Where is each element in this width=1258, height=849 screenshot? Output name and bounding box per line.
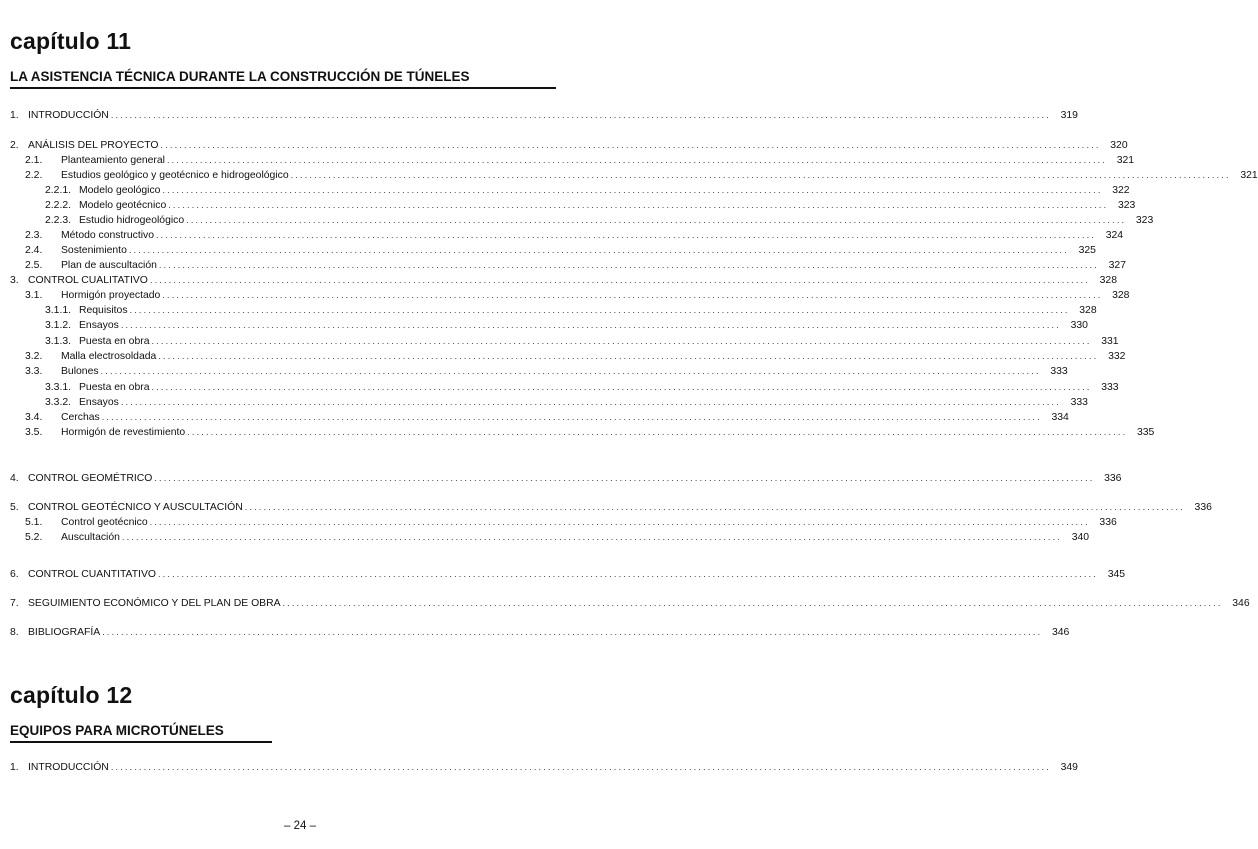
toc-entry-number: 8. bbox=[10, 627, 19, 638]
toc-entry bbox=[25, 410, 1069, 424]
toc-entry bbox=[45, 318, 1088, 332]
toc-entry-page: 321 bbox=[1116, 155, 1135, 166]
toc-entry-number: 3.4. bbox=[25, 412, 43, 423]
toc-entry-number: 5. bbox=[10, 502, 19, 513]
toc-entry-number: 3.1.3. bbox=[45, 336, 71, 347]
dot-leader: ........................................................................................................................................................................................................ bbox=[158, 260, 1099, 270]
toc-entry-number: 5.2. bbox=[25, 532, 43, 543]
toc-entry-number: 3.5. bbox=[25, 427, 43, 438]
toc-entry-page: 336 bbox=[1099, 517, 1117, 528]
toc-entry bbox=[10, 500, 1212, 514]
toc-entry-page: 324 bbox=[1105, 230, 1124, 241]
toc-entry bbox=[25, 228, 1124, 242]
toc-entry-page: 345 bbox=[1107, 569, 1126, 580]
dot-leader: ........................................................................................................................................................................................................ bbox=[149, 517, 1090, 527]
dot-leader: ........................................................................................................................................................................................................ bbox=[151, 382, 1092, 392]
toc-entry-page: 320 bbox=[1110, 140, 1128, 151]
toc-entry-page: 331 bbox=[1101, 336, 1119, 347]
toc-entry-number: 2. bbox=[10, 140, 19, 151]
toc-entry-number: 3.1.1. bbox=[45, 305, 71, 316]
toc-entry-page: 327 bbox=[1108, 260, 1126, 271]
toc-entry-title: CONTROL GEOTÉCNICO Y AUSCULTACIÓN bbox=[28, 502, 243, 513]
toc-entry-page: 319 bbox=[1060, 110, 1078, 121]
dot-leader: ........................................................................................................................................................................................................ bbox=[290, 170, 1231, 180]
toc-entry-page: 332 bbox=[1108, 351, 1126, 362]
toc-entry-title: Control geotécnico bbox=[61, 517, 148, 528]
toc-entry bbox=[10, 625, 1070, 639]
toc-entry-title: Puesta en obra bbox=[79, 336, 150, 347]
toc-entry bbox=[10, 567, 1126, 581]
toc-entry-number: 3.2. bbox=[25, 351, 43, 362]
toc-entry-title: CONTROL GEOMÉTRICO bbox=[28, 473, 153, 484]
toc-entry-number: 3.3.2. bbox=[45, 397, 71, 408]
toc-entry-title: Modelo geotécnico bbox=[79, 200, 167, 211]
toc-entry-title: INTRODUCCIÓN bbox=[28, 110, 109, 121]
dot-leader: ........................................................................................................................................................................................................ bbox=[102, 627, 1043, 637]
dot-leader: ........................................................................................................................................................................................................ bbox=[166, 155, 1108, 165]
toc-entry-number: 2.4. bbox=[25, 245, 43, 256]
dot-leader: ........................................................................................................................................................................................................ bbox=[282, 598, 1223, 608]
toc-entry-title: Plan de auscultación bbox=[61, 260, 157, 271]
toc-entry-title: Planteamiento general bbox=[61, 155, 165, 166]
toc-entry bbox=[10, 273, 1117, 287]
dot-leader: ........................................................................................................................................................................................................ bbox=[186, 215, 1127, 225]
toc-entry bbox=[10, 471, 1122, 485]
toc-entry-page: 323 bbox=[1118, 200, 1136, 211]
toc-entry bbox=[10, 760, 1078, 774]
toc-entry bbox=[10, 138, 1128, 152]
toc-entry-number: 6. bbox=[10, 569, 19, 580]
toc-entry bbox=[25, 364, 1068, 378]
toc-entry bbox=[45, 303, 1097, 317]
toc-entry-number: 2.2.1. bbox=[45, 185, 71, 196]
toc-entry-number: 3.1. bbox=[25, 290, 43, 301]
toc-entry-title: Hormigón de revestimiento bbox=[61, 427, 186, 438]
dot-leader: ........................................................................................................................................................................................................ bbox=[128, 245, 1069, 255]
toc-entry-title: CONTROL CUALITATIVO bbox=[28, 275, 148, 286]
toc-entry-title: INTRODUCCIÓN bbox=[28, 762, 109, 773]
toc-entry-page: 321 bbox=[1240, 170, 1258, 181]
toc-entry-page: 322 bbox=[1112, 185, 1130, 196]
toc-entry bbox=[25, 153, 1135, 167]
toc-entry-page: 323 bbox=[1135, 215, 1154, 226]
chapter-12-title: capítulo 12 bbox=[10, 682, 133, 708]
dot-leader: ........................................................................................................................................................................................................ bbox=[101, 412, 1042, 422]
toc-entry-title: ANÁLISIS DEL PROYECTO bbox=[28, 140, 159, 151]
toc-entry-page: 346 bbox=[1232, 598, 1250, 609]
toc-entry-page: 328 bbox=[1079, 305, 1097, 316]
toc-entry-number: 7. bbox=[10, 598, 19, 609]
toc-entry-title: Requisitos bbox=[79, 305, 128, 316]
chapter-12-subtitle: EQUIPOS PARA MICROTÚNELES bbox=[10, 723, 272, 743]
dot-leader: ........................................................................................................................................................................................................ bbox=[244, 502, 1185, 512]
toc-entry-title: Cerchas bbox=[61, 412, 100, 423]
toc-entry-title: Ensayos bbox=[79, 320, 119, 331]
toc-entry bbox=[45, 213, 1154, 227]
toc-entry-title: Sostenimiento bbox=[61, 245, 127, 256]
toc-entry bbox=[10, 108, 1078, 122]
dot-leader: ........................................................................................................................................................................................................ bbox=[110, 110, 1051, 120]
toc-entry-title: Auscultación bbox=[61, 532, 120, 543]
toc-entry-page: 336 bbox=[1194, 502, 1212, 513]
toc-entry bbox=[25, 168, 1258, 182]
toc-entry-title: Puesta en obra bbox=[79, 382, 150, 393]
dot-leader: ........................................................................................................................................................................................................ bbox=[120, 397, 1061, 407]
toc-entry-number: 1. bbox=[10, 762, 19, 773]
toc-entry-title: Hormigón proyectado bbox=[61, 290, 161, 301]
toc-entry-page: 333 bbox=[1050, 366, 1068, 377]
toc-entry-title: Malla electrosoldada bbox=[61, 351, 157, 362]
toc-entry-number: 2.3. bbox=[25, 230, 43, 241]
chapter-11-subtitle: LA ASISTENCIA TÉCNICA DURANTE LA CONSTRUCCIÓN DE TÚNELES bbox=[10, 69, 556, 89]
toc-entry-number: 2.2. bbox=[25, 170, 43, 181]
toc-entry-title: Modelo geológico bbox=[79, 185, 161, 196]
toc-entry-title: BIBLIOGRAFÍA bbox=[28, 627, 101, 638]
toc-entry-page: 334 bbox=[1051, 412, 1069, 423]
toc-entry-number: 2.5. bbox=[25, 260, 43, 271]
toc-entry-number: 2.2.3. bbox=[45, 215, 71, 226]
toc-entry-page: 330 bbox=[1070, 320, 1088, 331]
toc-entry bbox=[25, 243, 1096, 257]
toc-entry-number: 4. bbox=[10, 473, 19, 484]
toc-entry-number: 3. bbox=[10, 275, 19, 286]
toc-entry-title: Método constructivo bbox=[61, 230, 154, 241]
toc-entry-page: 328 bbox=[1112, 290, 1130, 301]
toc-entry-page: 333 bbox=[1101, 382, 1119, 393]
toc-entry-number: 3.3. bbox=[25, 366, 43, 377]
dot-leader: ........................................................................................................................................................................................................ bbox=[120, 320, 1061, 330]
toc-entry-title: Estudio hidrogeológico bbox=[79, 215, 185, 226]
toc-entry bbox=[45, 183, 1130, 197]
toc-entry-title: Estudios geológico y geotécnico e hidrogeológico bbox=[61, 170, 289, 181]
toc-entry-page: 328 bbox=[1099, 275, 1117, 286]
toc-entry-page: 349 bbox=[1060, 762, 1078, 773]
toc-entry bbox=[25, 530, 1090, 544]
dot-leader: ........................................................................................................................................................................................................ bbox=[158, 351, 1099, 361]
toc-entry-number: 5.1. bbox=[25, 517, 43, 528]
toc-entry-title: Ensayos bbox=[79, 397, 119, 408]
dot-leader: ........................................................................................................................................................................................................ bbox=[100, 366, 1041, 376]
toc-entry-page: 346 bbox=[1051, 627, 1070, 638]
toc-entry bbox=[45, 334, 1119, 348]
toc-entry bbox=[45, 395, 1088, 409]
dot-leader: ........................................................................................................................................................................................................ bbox=[155, 230, 1097, 240]
toc-entry bbox=[25, 349, 1126, 363]
toc-entry bbox=[25, 515, 1117, 529]
dot-leader: ........................................................................................................................................................................................................ bbox=[168, 200, 1109, 210]
toc-entry bbox=[25, 425, 1155, 439]
toc-entry-page: 336 bbox=[1104, 473, 1122, 484]
dot-leader: ........................................................................................................................................................................................................ bbox=[187, 427, 1128, 437]
toc-entry-page: 340 bbox=[1071, 532, 1090, 543]
dot-leader: ........................................................................................................................................................................................................ bbox=[162, 290, 1103, 300]
toc-entry-title: Bulones bbox=[61, 366, 99, 377]
dot-leader: ........................................................................................................................................................................................................ bbox=[110, 762, 1051, 772]
dot-leader: ........................................................................................................................................................................................................ bbox=[149, 275, 1090, 285]
toc-entry-title: CONTROL CUANTITATIVO bbox=[28, 569, 156, 580]
dot-leader: ........................................................................................................................................................................................................ bbox=[157, 569, 1099, 579]
dot-leader: ........................................................................................................................................................................................................ bbox=[121, 532, 1063, 542]
dot-leader: ........................................................................................................................................................................................................ bbox=[151, 336, 1092, 346]
page-number: – 24 – bbox=[284, 820, 316, 832]
toc-entry-page: 333 bbox=[1070, 397, 1088, 408]
dot-leader: ........................................................................................................................................................................................................ bbox=[160, 140, 1101, 150]
toc-entry bbox=[25, 258, 1126, 272]
dot-leader: ........................................................................................................................................................................................................ bbox=[129, 305, 1070, 315]
toc-entry-number: 3.3.1. bbox=[45, 382, 71, 393]
toc-entry-number: 2.1. bbox=[25, 155, 43, 166]
toc-entry-number: 2.2.2. bbox=[45, 200, 71, 211]
dot-leader: ........................................................................................................................................................................................................ bbox=[162, 185, 1103, 195]
chapter-11-title: capítulo 11 bbox=[10, 28, 132, 54]
toc-entry-number: 1. bbox=[10, 110, 19, 121]
dot-leader: ........................................................................................................................................................................................................ bbox=[154, 473, 1095, 483]
toc-entry-page: 325 bbox=[1078, 245, 1096, 256]
toc-entry bbox=[10, 596, 1250, 610]
toc-entry bbox=[45, 380, 1119, 394]
toc-entry bbox=[25, 288, 1130, 302]
toc-entry bbox=[45, 198, 1136, 212]
toc-entry-number: 3.1.2. bbox=[45, 320, 71, 331]
toc-entry-title: SEGUIMIENTO ECONÓMICO Y DEL PLAN DE OBRA bbox=[28, 598, 281, 609]
toc-entry-page: 335 bbox=[1136, 427, 1155, 438]
